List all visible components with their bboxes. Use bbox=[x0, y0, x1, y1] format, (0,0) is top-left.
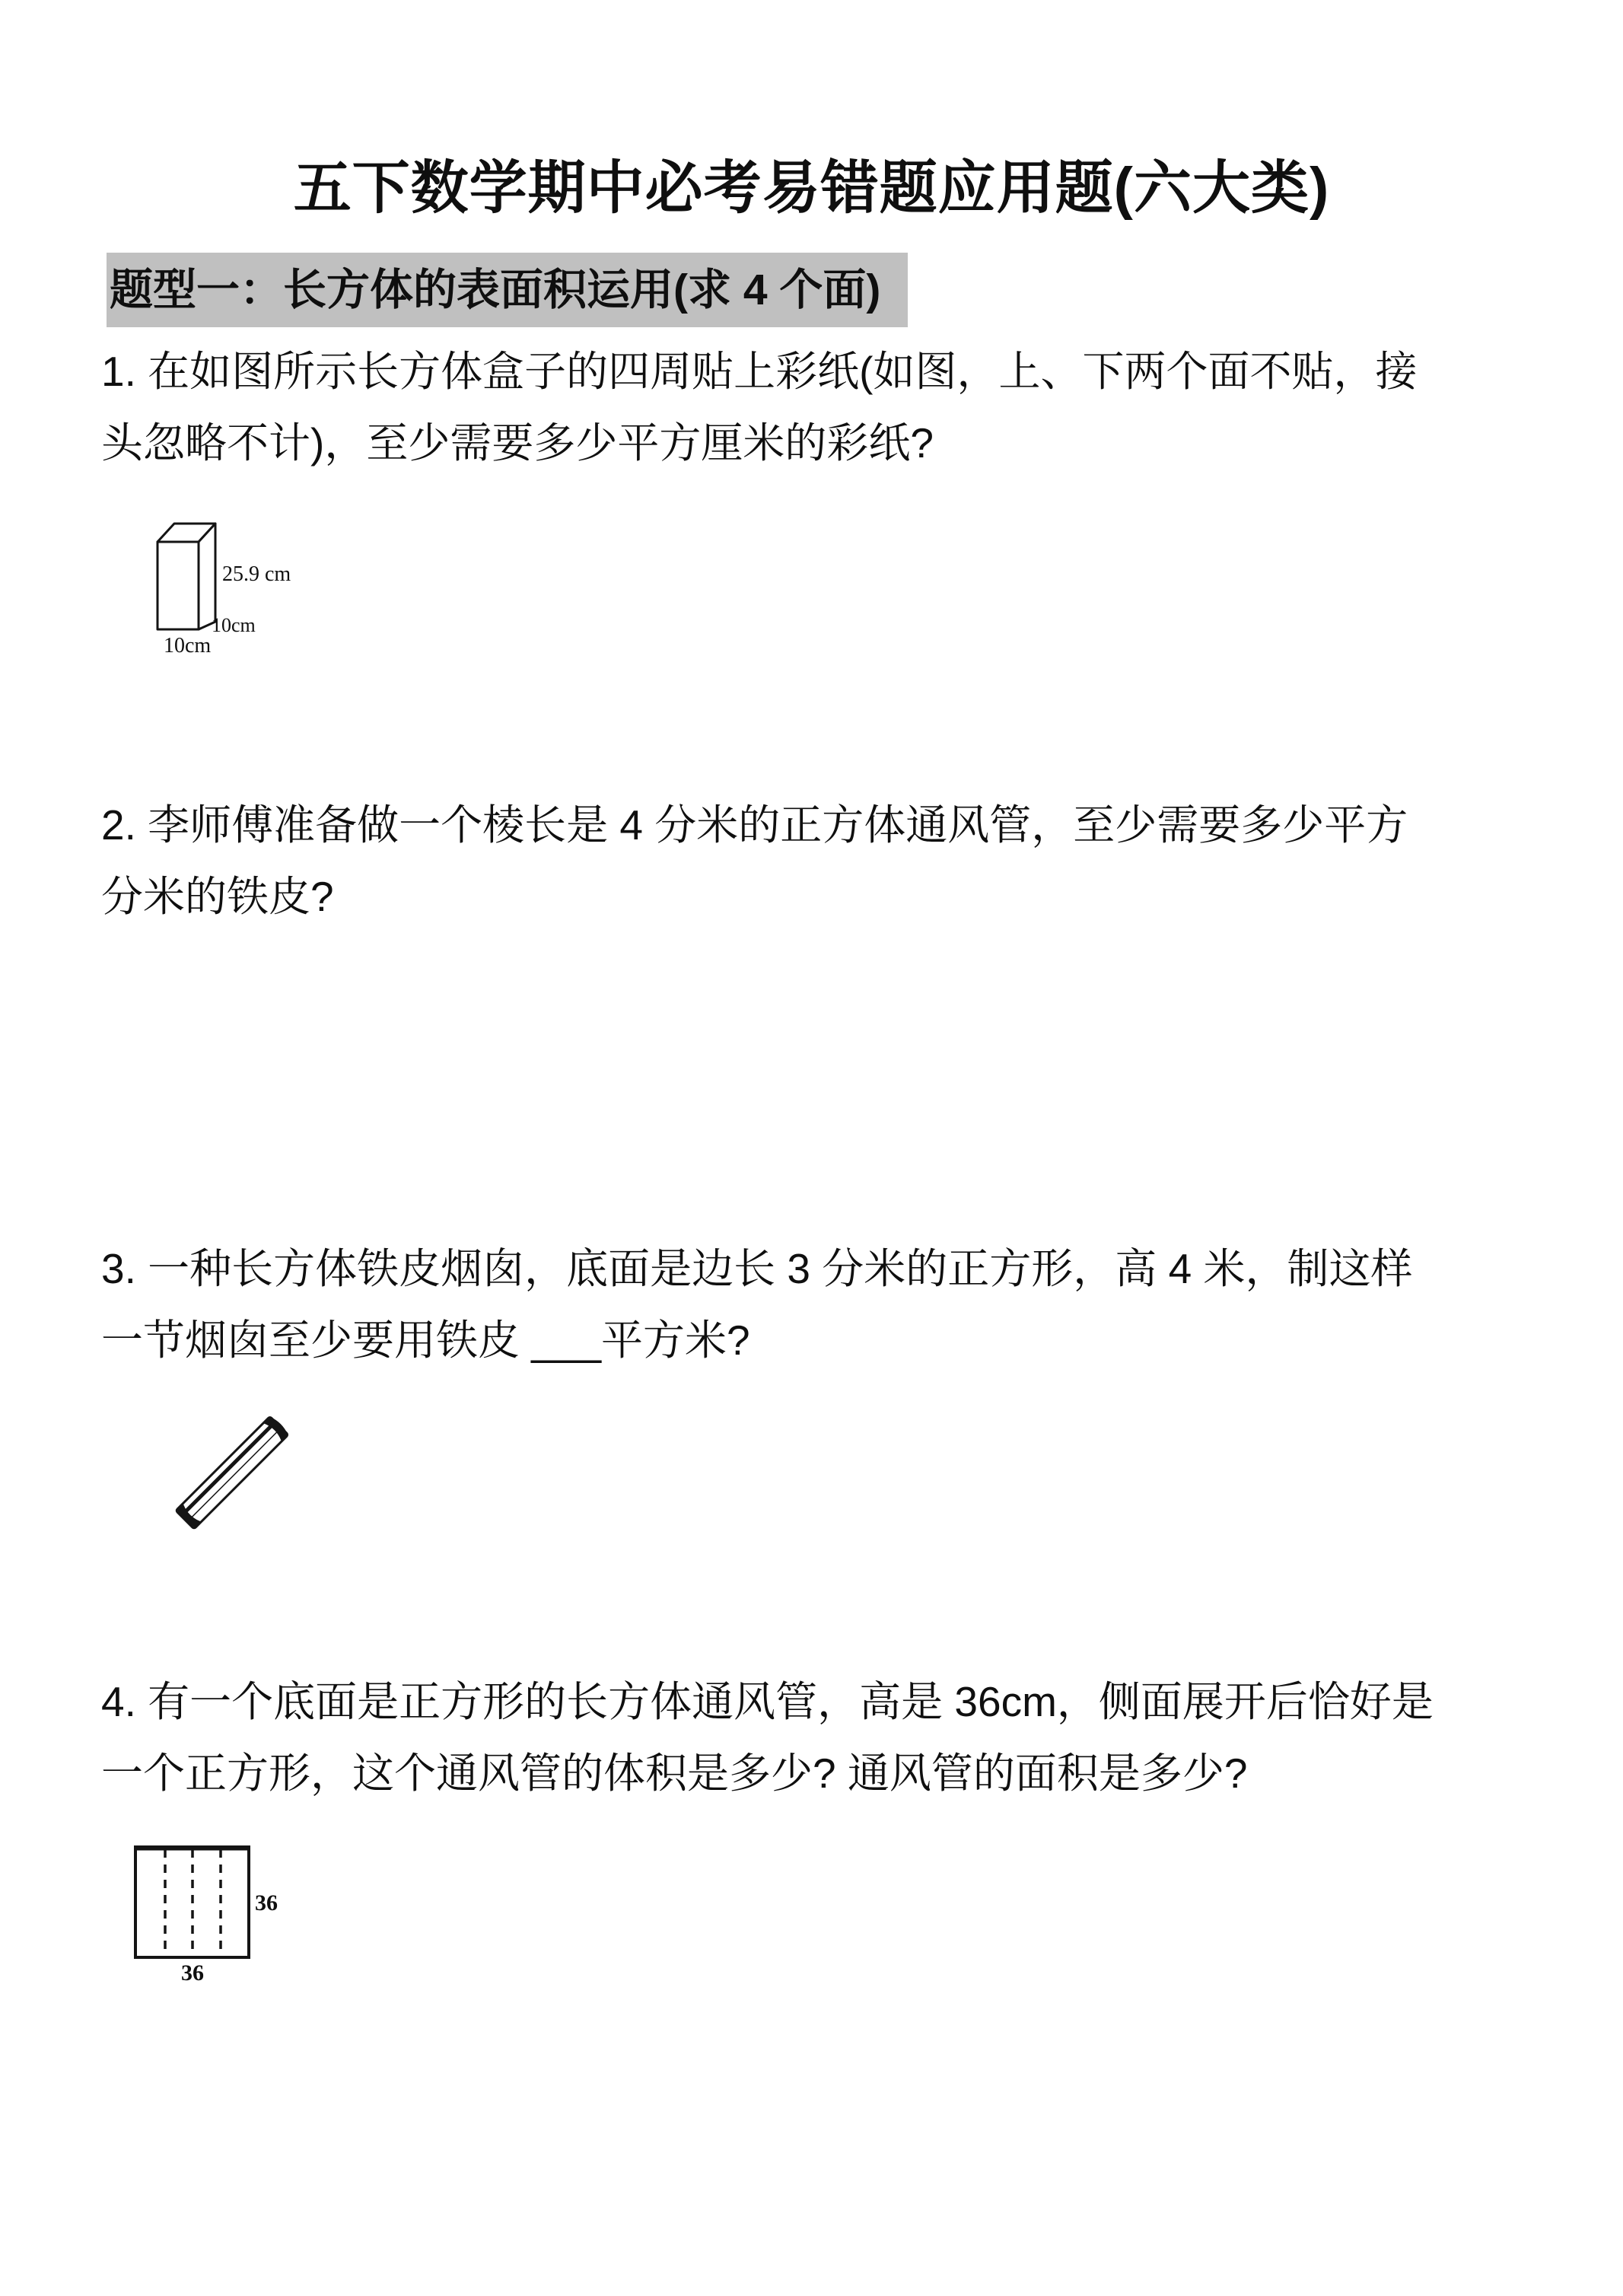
chimney-edge-line bbox=[184, 1425, 273, 1514]
duct-net-figure bbox=[131, 1842, 306, 1998]
problem-1-line-1: 1. 在如图所示长方体盒子的四周贴上彩纸(如图，上、下两个面不贴，接 bbox=[101, 348, 1418, 395]
cuboid-height-label: 25.9 cm bbox=[222, 562, 291, 586]
problem-4-line-1: 4. 有一个底面是正方形的长方体通风管，高是 36cm，侧面展开后恰好是 bbox=[101, 1678, 1434, 1725]
chimney-inner-line bbox=[189, 1431, 278, 1520]
cuboid-width-label: 10cm bbox=[164, 634, 212, 658]
problem-3 bbox=[101, 1233, 1543, 1376]
problem-2-line-1: 2. 李师傅准备做一个棱长是 4 分米的正方体通风管，至少需要多少平方 bbox=[101, 801, 1408, 849]
chimney-figure-svg bbox=[164, 1404, 316, 1541]
problem-1 bbox=[101, 336, 1543, 479]
page-title: 五下数学期中必考易错题应用题(六大类) bbox=[293, 156, 1330, 221]
problem-2-line-2: 分米的铁皮? bbox=[101, 873, 334, 920]
chimney-body bbox=[176, 1416, 288, 1529]
cuboid-figure bbox=[137, 511, 358, 675]
cuboid-front-face bbox=[158, 542, 199, 629]
net-side-label: 36 bbox=[255, 1890, 278, 1915]
duct-net-figure-svg bbox=[131, 1842, 306, 1994]
cuboid-figure-svg bbox=[137, 511, 358, 671]
problem-3-line-1: 3. 一种长方体铁皮烟囱，底面是边长 3 分米的正方形，高 4 米，制这样 bbox=[101, 1245, 1413, 1292]
problem-3-line-2: 一节烟囱至少要用铁皮 ___平方米? bbox=[101, 1317, 750, 1364]
cuboid-depth-label: 10cm bbox=[212, 614, 256, 636]
problem-4-line-2: 一个正方形，这个通风管的体积是多少? 通风管的面积是多少? bbox=[101, 1750, 1248, 1797]
section-header: 题型一：长方体的表面积运用(求 4 个面) bbox=[107, 253, 908, 327]
problem-4 bbox=[101, 1666, 1543, 1809]
problem-1-line-2: 头忽略不计)，至少需要多少平方厘米的彩纸? bbox=[101, 419, 934, 467]
net-bottom-label: 36 bbox=[181, 1960, 204, 1986]
chimney-figure bbox=[164, 1404, 316, 1545]
problem-2 bbox=[101, 789, 1543, 932]
